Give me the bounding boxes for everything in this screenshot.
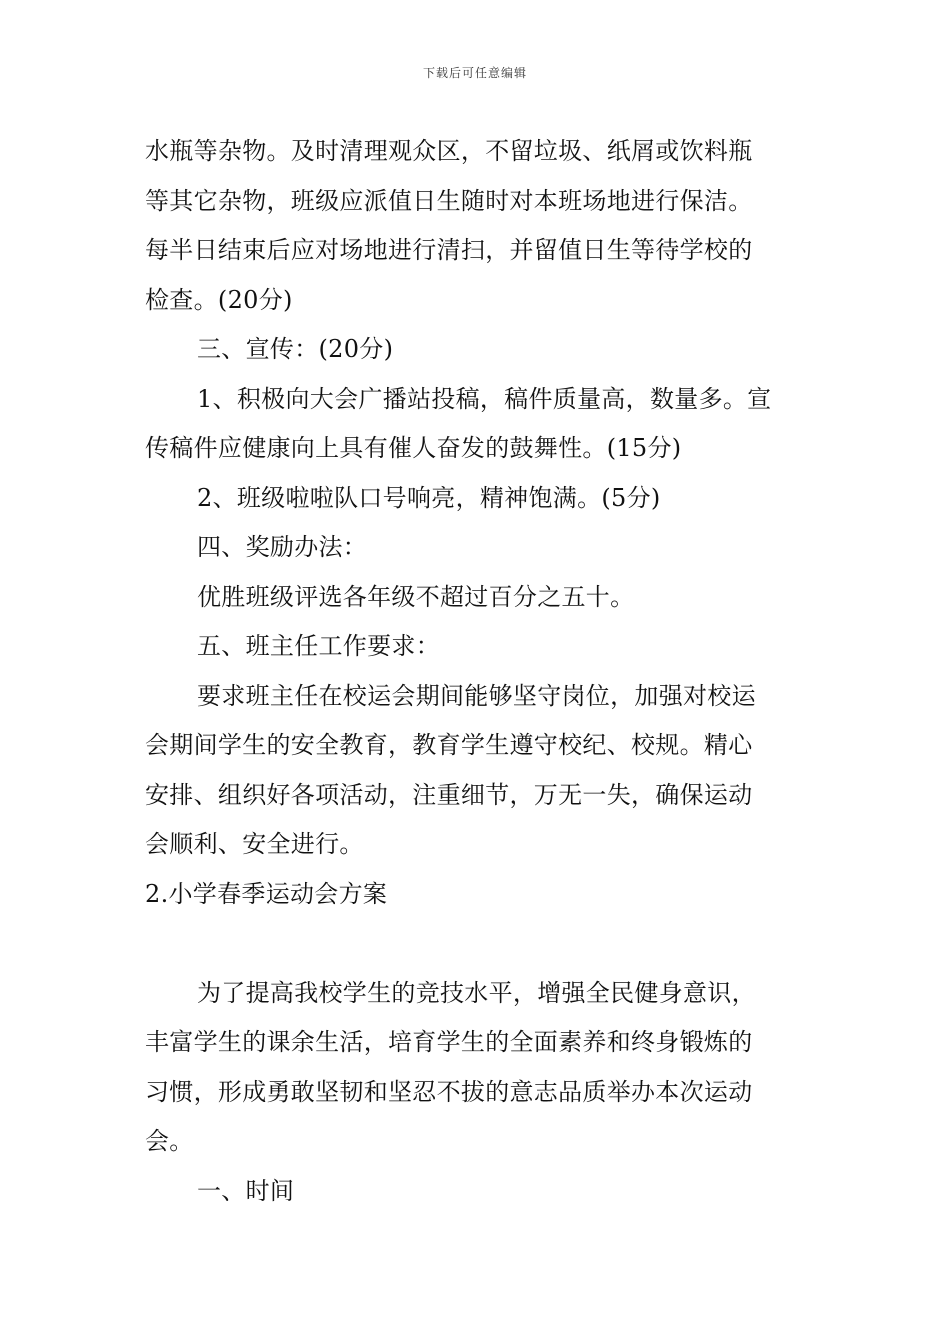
body-line: 每半日结束后应对场地进行清扫，并留值日生等待学校的 xyxy=(145,236,753,264)
section-heading: 一、时间 xyxy=(197,1176,295,1205)
body-line: 会。 xyxy=(145,1127,194,1155)
blank-line xyxy=(145,919,810,969)
section-heading: 四、奖励办法： xyxy=(197,533,368,561)
body-line: 丰富学生的课余生活，培育学生的全面素养和终身锻炼的 xyxy=(145,1028,753,1056)
body-line: 会期间学生的安全教育，教育学生遵守校纪、校规。精心 xyxy=(145,731,753,759)
body-line: 优胜班级评选各年级不超过百分之五十。 xyxy=(197,582,635,611)
body-line: 传稿件应健康向上具有催人奋发的鼓舞性。(15分) xyxy=(145,434,682,462)
body-line: 检查。(20分) xyxy=(145,285,293,314)
body-line: 会顺利、安全进行。 xyxy=(145,830,364,858)
page-header: 下载后可任意编辑 xyxy=(422,66,527,80)
document-body xyxy=(145,127,810,1216)
section-heading: 三、宣传：(20分) xyxy=(197,335,394,363)
body-line: 为了提高我校学生的竞技水平，增强全民健身意识， xyxy=(197,978,756,1007)
body-line: 安排、组织好各项活动，注重细节，万无一失，确保运动 xyxy=(145,780,753,809)
body-line: 水瓶等杂物。及时清理观众区，不留垃圾、纸屑或饮料瓶 xyxy=(145,137,753,165)
body-line: 1、积极向大会广播站投稿，稿件质量高，数量多。宣 xyxy=(197,384,772,413)
body-line: 习惯，形成勇敢坚韧和坚忍不拔的意志品质举办本次运动 xyxy=(145,1077,753,1106)
section-heading: 五、班主任工作要求： xyxy=(197,632,440,660)
body-line: 2、班级啦啦队口号响亮，精神饱满。(5分) xyxy=(197,483,661,512)
body-line: 要求班主任在校运会期间能够坚守岗位，加强对校运 xyxy=(197,681,756,710)
document-title: 2.小学春季运动会方案 xyxy=(145,879,388,908)
body-line: 等其它杂物，班级应派值日生随时对本班场地进行保洁。 xyxy=(145,186,753,215)
